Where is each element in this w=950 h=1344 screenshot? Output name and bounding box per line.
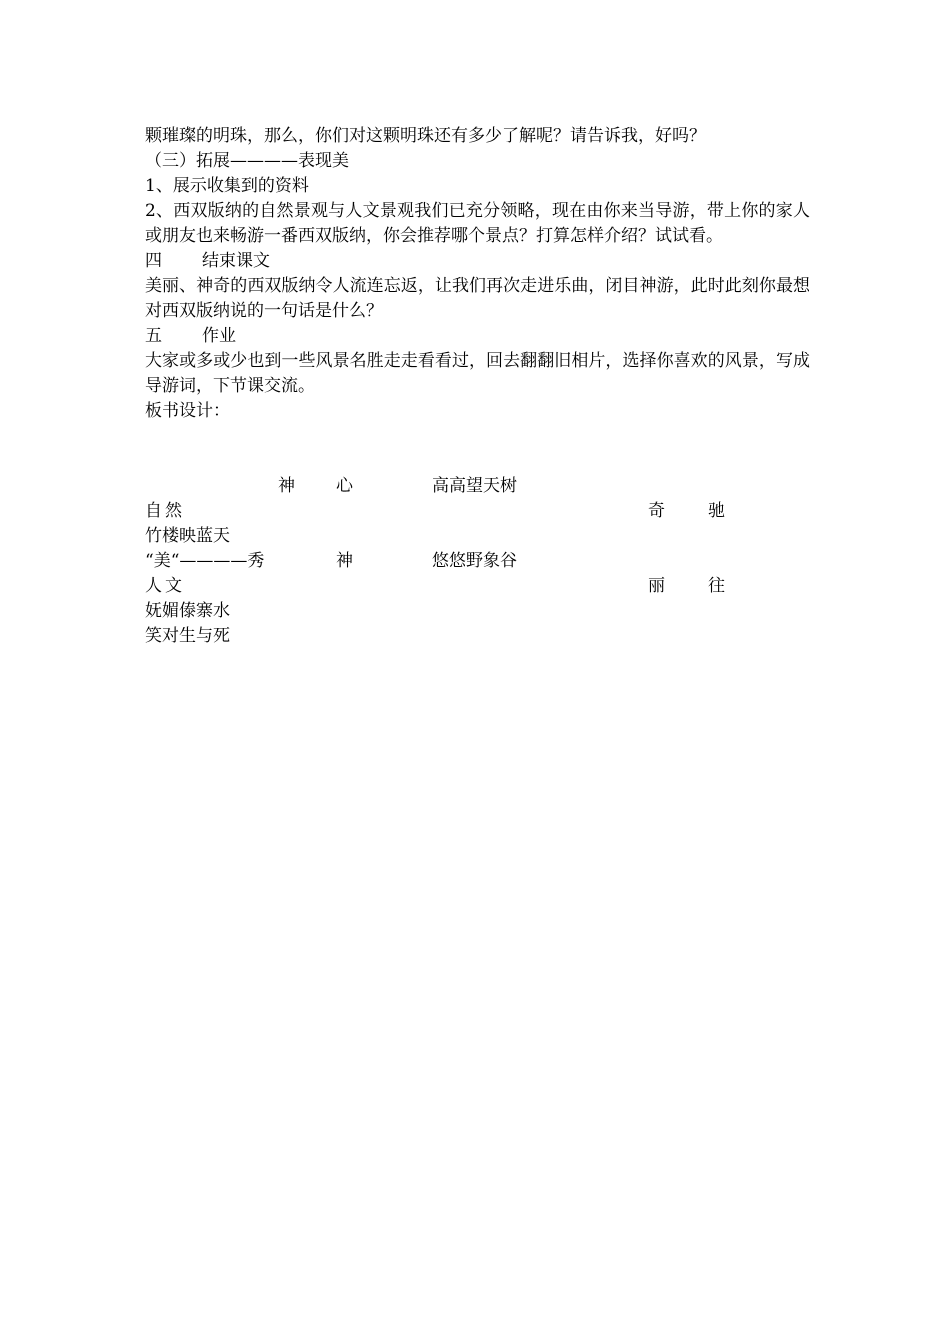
board-mei: “美“————秀 [145,551,265,571]
section-number: 五 [145,326,162,346]
board-design-label: 板书设计： [145,401,230,421]
section-heading-extension: （三）拓展————表现美 [145,151,349,171]
board-wumei: 妩媚傣寨水 [145,601,230,621]
board-gaogao: 高高望天树 [432,476,517,496]
paragraph-continuation: 颗璀璨的明珠，那么，你们对这颗明珠还有多少了解呢？请告诉我，好吗？ [145,126,706,146]
list-item-1: 1、展示收集到的资料 [145,176,309,196]
board-ziran: 自然 [145,501,185,521]
board-youyou: 悠悠野象谷 [432,551,517,571]
board-renwen: 人文 [145,576,185,596]
list-item-2: 2、西双版纳的自然景观与人文景观我们已充分领略，现在由你来当导游，带上你的家人或朋友也来畅游一番西双版纳，你会推荐哪个景点？打算怎样介绍？试试看。 [145,201,810,246]
board-chi: 驰 [708,501,725,521]
board-wang: 往 [708,576,725,596]
section-number: 四 [145,251,162,271]
board-shen-1: 神 [278,476,295,496]
paragraph-ending: 美丽、神奇的西双版纳令人流连忘返，让我们再次走进乐曲，闭目神游，此时此刻你最想对西双版纳说的一句话是什么？ [145,276,810,321]
board-shen-2: 神 [336,551,353,571]
board-zhulou: 竹楼映蓝天 [145,526,230,546]
board-li: 丽 [648,576,665,596]
board-xin: 心 [336,476,353,496]
section-title: 结束课文 [202,251,270,271]
paragraph-homework: 大家或多或少也到一些风景名胜走走看看过，回去翻翻旧相片，选择你喜欢的风景，写成导游词，下节课交流。 [145,351,810,396]
board-xiaodui: 笑对生与死 [145,626,230,646]
section-title: 作业 [202,326,236,346]
board-qi: 奇 [648,501,665,521]
